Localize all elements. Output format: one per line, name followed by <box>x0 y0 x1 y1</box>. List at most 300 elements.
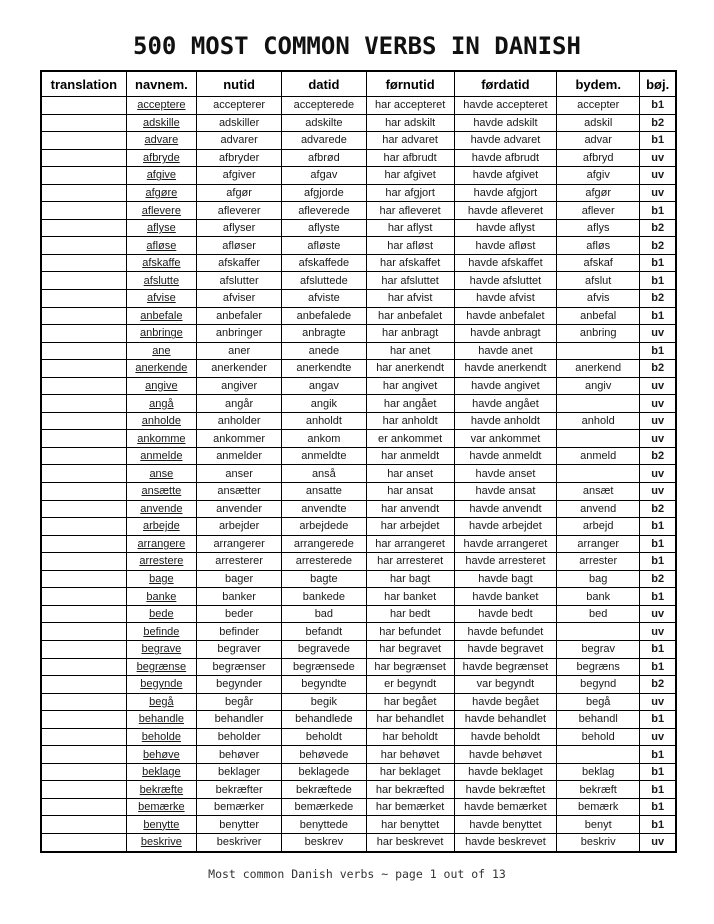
cell-navnem <box>126 395 196 413</box>
cell-translation <box>41 518 126 536</box>
cell-translation <box>41 219 126 237</box>
cell-fordatid: havde banket <box>454 588 556 606</box>
verb-link[interactable]: begrænse <box>136 660 187 673</box>
cell-fordatid: havde behandlet <box>454 711 556 729</box>
verb-link[interactable]: anvende <box>140 502 183 515</box>
verb-link[interactable]: anbringe <box>139 327 183 340</box>
cell-datid: beskrev <box>282 833 366 851</box>
cell-datid: afviste <box>282 290 366 308</box>
cell-fornutid: har bekræfted <box>366 781 454 799</box>
header-row <box>41 71 676 97</box>
table-row <box>41 447 676 465</box>
col-header-translation: translation <box>41 71 126 97</box>
cell-nutid: beskriver <box>196 833 281 851</box>
cell-translation <box>41 395 126 413</box>
verb-link[interactable]: advare <box>144 134 179 147</box>
cell-translation <box>41 553 126 571</box>
cell-boj: b2 <box>640 114 676 132</box>
table-row <box>41 711 676 729</box>
cell-fordatid: havde anbragt <box>454 325 556 343</box>
cell-datid: bemærkede <box>282 798 366 816</box>
verb-link[interactable]: afvise <box>147 292 176 305</box>
cell-navnem <box>126 535 196 553</box>
verb-link[interactable]: arbejde <box>143 520 180 533</box>
cell-datid: anholdt <box>282 412 366 430</box>
cell-fornutid: har anbragt <box>366 325 454 343</box>
cell-boj: b2 <box>640 219 676 237</box>
cell-bydem: afbryd <box>557 149 640 167</box>
cell-fornutid: har begrænset <box>366 658 454 676</box>
cell-translation <box>41 447 126 465</box>
cell-fornutid: har befundet <box>366 623 454 641</box>
cell-navnem <box>126 237 196 255</box>
table-row <box>41 605 676 623</box>
col-header-datid: datid <box>282 71 366 97</box>
verb-link[interactable]: beklage <box>142 766 181 779</box>
cell-fornutid: har afløst <box>366 237 454 255</box>
table-row <box>41 307 676 325</box>
cell-bydem: afvis <box>557 290 640 308</box>
verb-link[interactable]: bekræfte <box>139 783 184 796</box>
cell-nutid: begår <box>196 693 281 711</box>
cell-bydem: behandl <box>557 711 640 729</box>
cell-fordatid: havde anvendt <box>454 500 556 518</box>
cell-fornutid: har anvendt <box>366 500 454 518</box>
cell-nutid: bager <box>196 570 281 588</box>
cell-datid: begyndte <box>282 676 366 694</box>
cell-nutid: anbefaler <box>196 307 281 325</box>
cell-translation <box>41 412 126 430</box>
cell-boj: b2 <box>640 290 676 308</box>
cell-nutid: beder <box>196 605 281 623</box>
table-row <box>41 535 676 553</box>
table-row <box>41 816 676 834</box>
cell-datid: behøvede <box>282 746 366 764</box>
cell-fornutid: har beskrevet <box>366 833 454 851</box>
col-header-bydem: bydem. <box>557 71 640 97</box>
cell-datid: ansatte <box>282 483 366 501</box>
cell-datid: anerkendte <box>282 360 366 378</box>
cell-datid: angik <box>282 395 366 413</box>
table-row <box>41 272 676 290</box>
cell-navnem <box>126 202 196 220</box>
cell-boj: b1 <box>640 746 676 764</box>
cell-boj: b1 <box>640 816 676 834</box>
cell-navnem <box>126 640 196 658</box>
cell-bydem: afløs <box>557 237 640 255</box>
cell-nutid: aflyser <box>196 219 281 237</box>
cell-bydem: bed <box>557 605 640 623</box>
cell-datid: advarede <box>282 132 366 150</box>
table-row <box>41 97 676 115</box>
cell-fordatid: havde afvist <box>454 290 556 308</box>
cell-datid: aflyste <box>282 219 366 237</box>
cell-fornutid: har anet <box>366 342 454 360</box>
cell-bydem: angiv <box>557 377 640 395</box>
cell-nutid: afløser <box>196 237 281 255</box>
cell-fordatid: havde bemærket <box>454 798 556 816</box>
cell-nutid: begynder <box>196 676 281 694</box>
cell-datid: afgav <box>282 167 366 185</box>
cell-fordatid: havde afbrudt <box>454 149 556 167</box>
cell-nutid: arbejder <box>196 518 281 536</box>
cell-nutid: afgør <box>196 184 281 202</box>
cell-fornutid: har benyttet <box>366 816 454 834</box>
verb-link[interactable]: ansætte <box>141 485 182 498</box>
cell-nutid: ankommer <box>196 430 281 448</box>
cell-boj: uv <box>640 728 676 746</box>
cell-datid: begrænsede <box>282 658 366 676</box>
cell-fordatid: havde beholdt <box>454 728 556 746</box>
table-row <box>41 483 676 501</box>
cell-fornutid: har bagt <box>366 570 454 588</box>
cell-navnem <box>126 798 196 816</box>
cell-bydem: bemærk <box>557 798 640 816</box>
cell-fordatid: havde angået <box>454 395 556 413</box>
cell-translation <box>41 184 126 202</box>
cell-navnem <box>126 605 196 623</box>
cell-datid: anbragte <box>282 325 366 343</box>
cell-nutid: anvender <box>196 500 281 518</box>
verb-link[interactable]: begå <box>149 695 174 708</box>
cell-navnem <box>126 132 196 150</box>
cell-translation <box>41 465 126 483</box>
table-row <box>41 833 676 851</box>
verb-link[interactable]: banke <box>146 590 177 603</box>
cell-boj: b1 <box>640 132 676 150</box>
cell-datid: afskaffede <box>282 254 366 272</box>
cell-translation <box>41 781 126 799</box>
table-row <box>41 640 676 658</box>
table-row <box>41 325 676 343</box>
cell-bydem: behold <box>557 728 640 746</box>
cell-fornutid: har anerkendt <box>366 360 454 378</box>
cell-nutid: anbringer <box>196 325 281 343</box>
cell-bydem: afgiv <box>557 167 640 185</box>
cell-fornutid: har arresteret <box>366 553 454 571</box>
cell-translation <box>41 254 126 272</box>
page-footer: Most common Danish verbs ~ page 1 out of 13 <box>208 866 506 881</box>
verb-link[interactable]: arrestere <box>139 555 184 568</box>
cell-boj: uv <box>640 833 676 851</box>
table-row <box>41 518 676 536</box>
verb-link[interactable]: anbefale <box>140 309 183 322</box>
cell-fornutid: har afvist <box>366 290 454 308</box>
cell-boj: uv <box>640 167 676 185</box>
cell-bydem: afgør <box>557 184 640 202</box>
cell-fordatid: havde afskaffet <box>454 254 556 272</box>
cell-bydem: arbejd <box>557 518 640 536</box>
verb-link[interactable]: afslutte <box>143 274 180 287</box>
cell-fornutid: har aflyst <box>366 219 454 237</box>
table-row <box>41 553 676 571</box>
cell-nutid: behøver <box>196 746 281 764</box>
table-row <box>41 395 676 413</box>
cell-boj: b1 <box>640 97 676 115</box>
table-row <box>41 132 676 150</box>
cell-fordatid: havde anholdt <box>454 412 556 430</box>
cell-translation <box>41 798 126 816</box>
cell-fornutid: har afsluttet <box>366 272 454 290</box>
verb-link[interactable]: bage <box>149 573 174 586</box>
cell-bydem: arranger <box>557 535 640 553</box>
cell-datid: arresterede <box>282 553 366 571</box>
verb-link[interactable]: behandle <box>138 713 185 726</box>
cell-fornutid: har angivet <box>366 377 454 395</box>
cell-nutid: angår <box>196 395 281 413</box>
cell-translation <box>41 500 126 518</box>
cell-datid: ankom <box>282 430 366 448</box>
verb-link[interactable]: beholde <box>141 730 181 743</box>
cell-navnem <box>126 781 196 799</box>
cell-navnem <box>126 412 196 430</box>
cell-boj: b2 <box>640 570 676 588</box>
verb-link[interactable]: benytte <box>143 818 180 831</box>
verb-link[interactable]: afbryde <box>143 151 180 164</box>
verb-link[interactable]: afgøre <box>145 187 178 199</box>
verb-link[interactable]: adskille <box>143 116 180 129</box>
cell-translation <box>41 272 126 290</box>
cell-fornutid: er begyndt <box>366 676 454 694</box>
cell-bydem: accepter <box>557 97 640 115</box>
cell-fornutid: har afgjort <box>366 184 454 202</box>
cell-fordatid: havde behøvet <box>454 746 556 764</box>
verb-link[interactable]: ankomme <box>137 432 186 445</box>
col-header-fordatid: førdatid <box>454 71 556 97</box>
cell-fornutid: har arrangeret <box>366 535 454 553</box>
cell-datid: arbejdede <box>282 518 366 536</box>
table-row <box>41 412 676 430</box>
verb-link[interactable]: behøve <box>143 748 180 761</box>
verb-link[interactable]: anholde <box>141 415 181 428</box>
cell-fordatid: havde afløst <box>454 237 556 255</box>
cell-fordatid: havde beklaget <box>454 763 556 781</box>
cell-fordatid: havde afgivet <box>454 167 556 185</box>
cell-translation <box>41 676 126 694</box>
cell-bydem: aflys <box>557 219 640 237</box>
cell-navnem <box>126 272 196 290</box>
cell-datid: afgjorde <box>282 184 366 202</box>
verb-link[interactable]: begynde <box>140 678 183 691</box>
table-row <box>41 342 676 360</box>
cell-navnem <box>126 325 196 343</box>
cell-datid: afbrød <box>282 149 366 167</box>
cell-datid: afsluttede <box>282 272 366 290</box>
cell-boj: uv <box>640 395 676 413</box>
cell-bydem: anbefal <box>557 307 640 325</box>
cell-fordatid: havde arrangeret <box>454 535 556 553</box>
table-row <box>41 570 676 588</box>
cell-translation <box>41 430 126 448</box>
cell-datid: anmeldte <box>282 447 366 465</box>
cell-navnem <box>126 588 196 606</box>
cell-navnem <box>126 447 196 465</box>
cell-boj: b1 <box>640 640 676 658</box>
cell-nutid: anholder <box>196 412 281 430</box>
cell-datid: benyttede <box>282 816 366 834</box>
table-row <box>41 763 676 781</box>
cell-nutid: bemærker <box>196 798 281 816</box>
cell-boj: b1 <box>640 202 676 220</box>
cell-nutid: beholder <box>196 728 281 746</box>
cell-datid: begravede <box>282 640 366 658</box>
col-header-navnem: navnem. <box>126 71 196 97</box>
cell-nutid: arresterer <box>196 553 281 571</box>
cell-bydem: benyt <box>557 816 640 834</box>
cell-translation <box>41 149 126 167</box>
verb-link[interactable]: afgive <box>146 169 177 182</box>
cell-fornutid: har afgivet <box>366 167 454 185</box>
cell-boj: b1 <box>640 798 676 816</box>
cell-fordatid: havde bagt <box>454 570 556 588</box>
verb-link[interactable]: acceptere <box>137 99 186 112</box>
cell-fordatid: havde adskilt <box>454 114 556 132</box>
cell-fordatid: havde bedt <box>454 605 556 623</box>
cell-boj: b2 <box>640 676 676 694</box>
table-row <box>41 781 676 799</box>
cell-fordatid: var begyndt <box>454 676 556 694</box>
cell-datid: arrangerede <box>282 535 366 553</box>
cell-boj: b1 <box>640 307 676 325</box>
cell-bydem: adskil <box>557 114 640 132</box>
cell-navnem <box>126 816 196 834</box>
verb-link[interactable]: angå <box>149 397 174 410</box>
verb-link[interactable]: begrave <box>141 643 182 656</box>
cell-boj: uv <box>640 184 676 202</box>
verb-link[interactable]: angive <box>145 380 178 393</box>
cell-translation <box>41 483 126 501</box>
verb-link[interactable]: afløse <box>146 239 177 252</box>
cell-navnem <box>126 342 196 360</box>
cell-nutid: afgiver <box>196 167 281 185</box>
table-row <box>41 290 676 308</box>
cell-boj: b1 <box>640 342 676 360</box>
cell-nutid: afskaffer <box>196 254 281 272</box>
cell-navnem <box>126 97 196 115</box>
cell-boj: uv <box>640 377 676 395</box>
verb-link[interactable]: anerkende <box>135 362 188 375</box>
cell-navnem <box>126 483 196 501</box>
cell-translation <box>41 535 126 553</box>
verb-link[interactable]: bemærke <box>138 801 185 814</box>
page-title: 500 MOST COMMON VERBS IN DANISH <box>133 32 581 60</box>
cell-datid: bekræftede <box>282 781 366 799</box>
verb-link[interactable]: anse <box>149 467 174 480</box>
cell-bydem: bekræft <box>557 781 640 799</box>
cell-navnem <box>126 623 196 641</box>
cell-navnem <box>126 149 196 167</box>
cell-fordatid: havde aflyst <box>454 219 556 237</box>
table-row <box>41 693 676 711</box>
cell-datid: accepterede <box>282 97 366 115</box>
cell-fordatid: havde befundet <box>454 623 556 641</box>
cell-navnem <box>126 307 196 325</box>
cell-datid: afløste <box>282 237 366 255</box>
cell-navnem <box>126 500 196 518</box>
cell-nutid: beklager <box>196 763 281 781</box>
cell-navnem <box>126 254 196 272</box>
table-row <box>41 237 676 255</box>
cell-translation <box>41 763 126 781</box>
verb-link[interactable]: arrangere <box>137 537 186 550</box>
cell-bydem: aflever <box>557 202 640 220</box>
cell-bydem <box>557 342 640 360</box>
verb-link[interactable]: befinde <box>143 625 180 638</box>
verb-link[interactable]: beskrive <box>140 836 182 849</box>
cell-translation <box>41 570 126 588</box>
cell-bydem <box>557 623 640 641</box>
cell-fordatid: havde angivet <box>454 377 556 395</box>
cell-boj: b1 <box>640 553 676 571</box>
cell-fornutid: har beholdt <box>366 728 454 746</box>
cell-bydem: begå <box>557 693 640 711</box>
table-row <box>41 465 676 483</box>
verb-link[interactable]: aflyse <box>147 222 176 235</box>
verb-link[interactable]: aflevere <box>141 204 181 217</box>
cell-fornutid: har behandlet <box>366 711 454 729</box>
cell-fordatid: havde ansat <box>454 483 556 501</box>
cell-navnem <box>126 553 196 571</box>
cell-bydem: afskaf <box>557 254 640 272</box>
cell-fornutid: har beklaget <box>366 763 454 781</box>
cell-fornutid: har arbejdet <box>366 518 454 536</box>
cell-boj: uv <box>640 430 676 448</box>
cell-boj: b1 <box>640 254 676 272</box>
cell-navnem <box>126 219 196 237</box>
cell-navnem <box>126 184 196 202</box>
cell-fordatid: havde anmeldt <box>454 447 556 465</box>
cell-fornutid: har accepteret <box>366 97 454 115</box>
cell-fornutid: er ankommet <box>366 430 454 448</box>
table-row <box>41 360 676 378</box>
table-row <box>41 219 676 237</box>
cell-boj: b1 <box>640 658 676 676</box>
cell-navnem <box>126 693 196 711</box>
cell-translation <box>41 167 126 185</box>
cell-datid: anvendte <box>282 500 366 518</box>
cell-fornutid: har behøvet <box>366 746 454 764</box>
cell-datid: bad <box>282 605 366 623</box>
cell-fornutid: har anmeldt <box>366 447 454 465</box>
cell-bydem: anvend <box>557 500 640 518</box>
cell-bydem <box>557 430 640 448</box>
col-header-boj: bøj. <box>640 71 676 97</box>
table-row <box>41 746 676 764</box>
table-row <box>41 728 676 746</box>
cell-bydem <box>557 395 640 413</box>
cell-nutid: banker <box>196 588 281 606</box>
cell-translation <box>41 202 126 220</box>
cell-bydem: afslut <box>557 272 640 290</box>
verb-link[interactable]: ane <box>152 344 171 357</box>
verb-link[interactable]: bede <box>149 608 174 621</box>
cell-translation <box>41 360 126 378</box>
cell-fordatid: havde arbejdet <box>454 518 556 536</box>
cell-boj: b1 <box>640 763 676 781</box>
cell-navnem <box>126 728 196 746</box>
cell-translation <box>41 588 126 606</box>
cell-nutid: bekræfter <box>196 781 281 799</box>
verb-link[interactable]: afskaffe <box>142 257 181 270</box>
cell-fornutid: har afbrudt <box>366 149 454 167</box>
cell-navnem <box>126 518 196 536</box>
cell-fornutid: har ansat <box>366 483 454 501</box>
cell-fordatid: havde bekræftet <box>454 781 556 799</box>
cell-fornutid: har begravet <box>366 640 454 658</box>
cell-datid: behandlede <box>282 711 366 729</box>
verb-link[interactable]: anmelde <box>140 450 183 463</box>
cell-translation <box>41 746 126 764</box>
